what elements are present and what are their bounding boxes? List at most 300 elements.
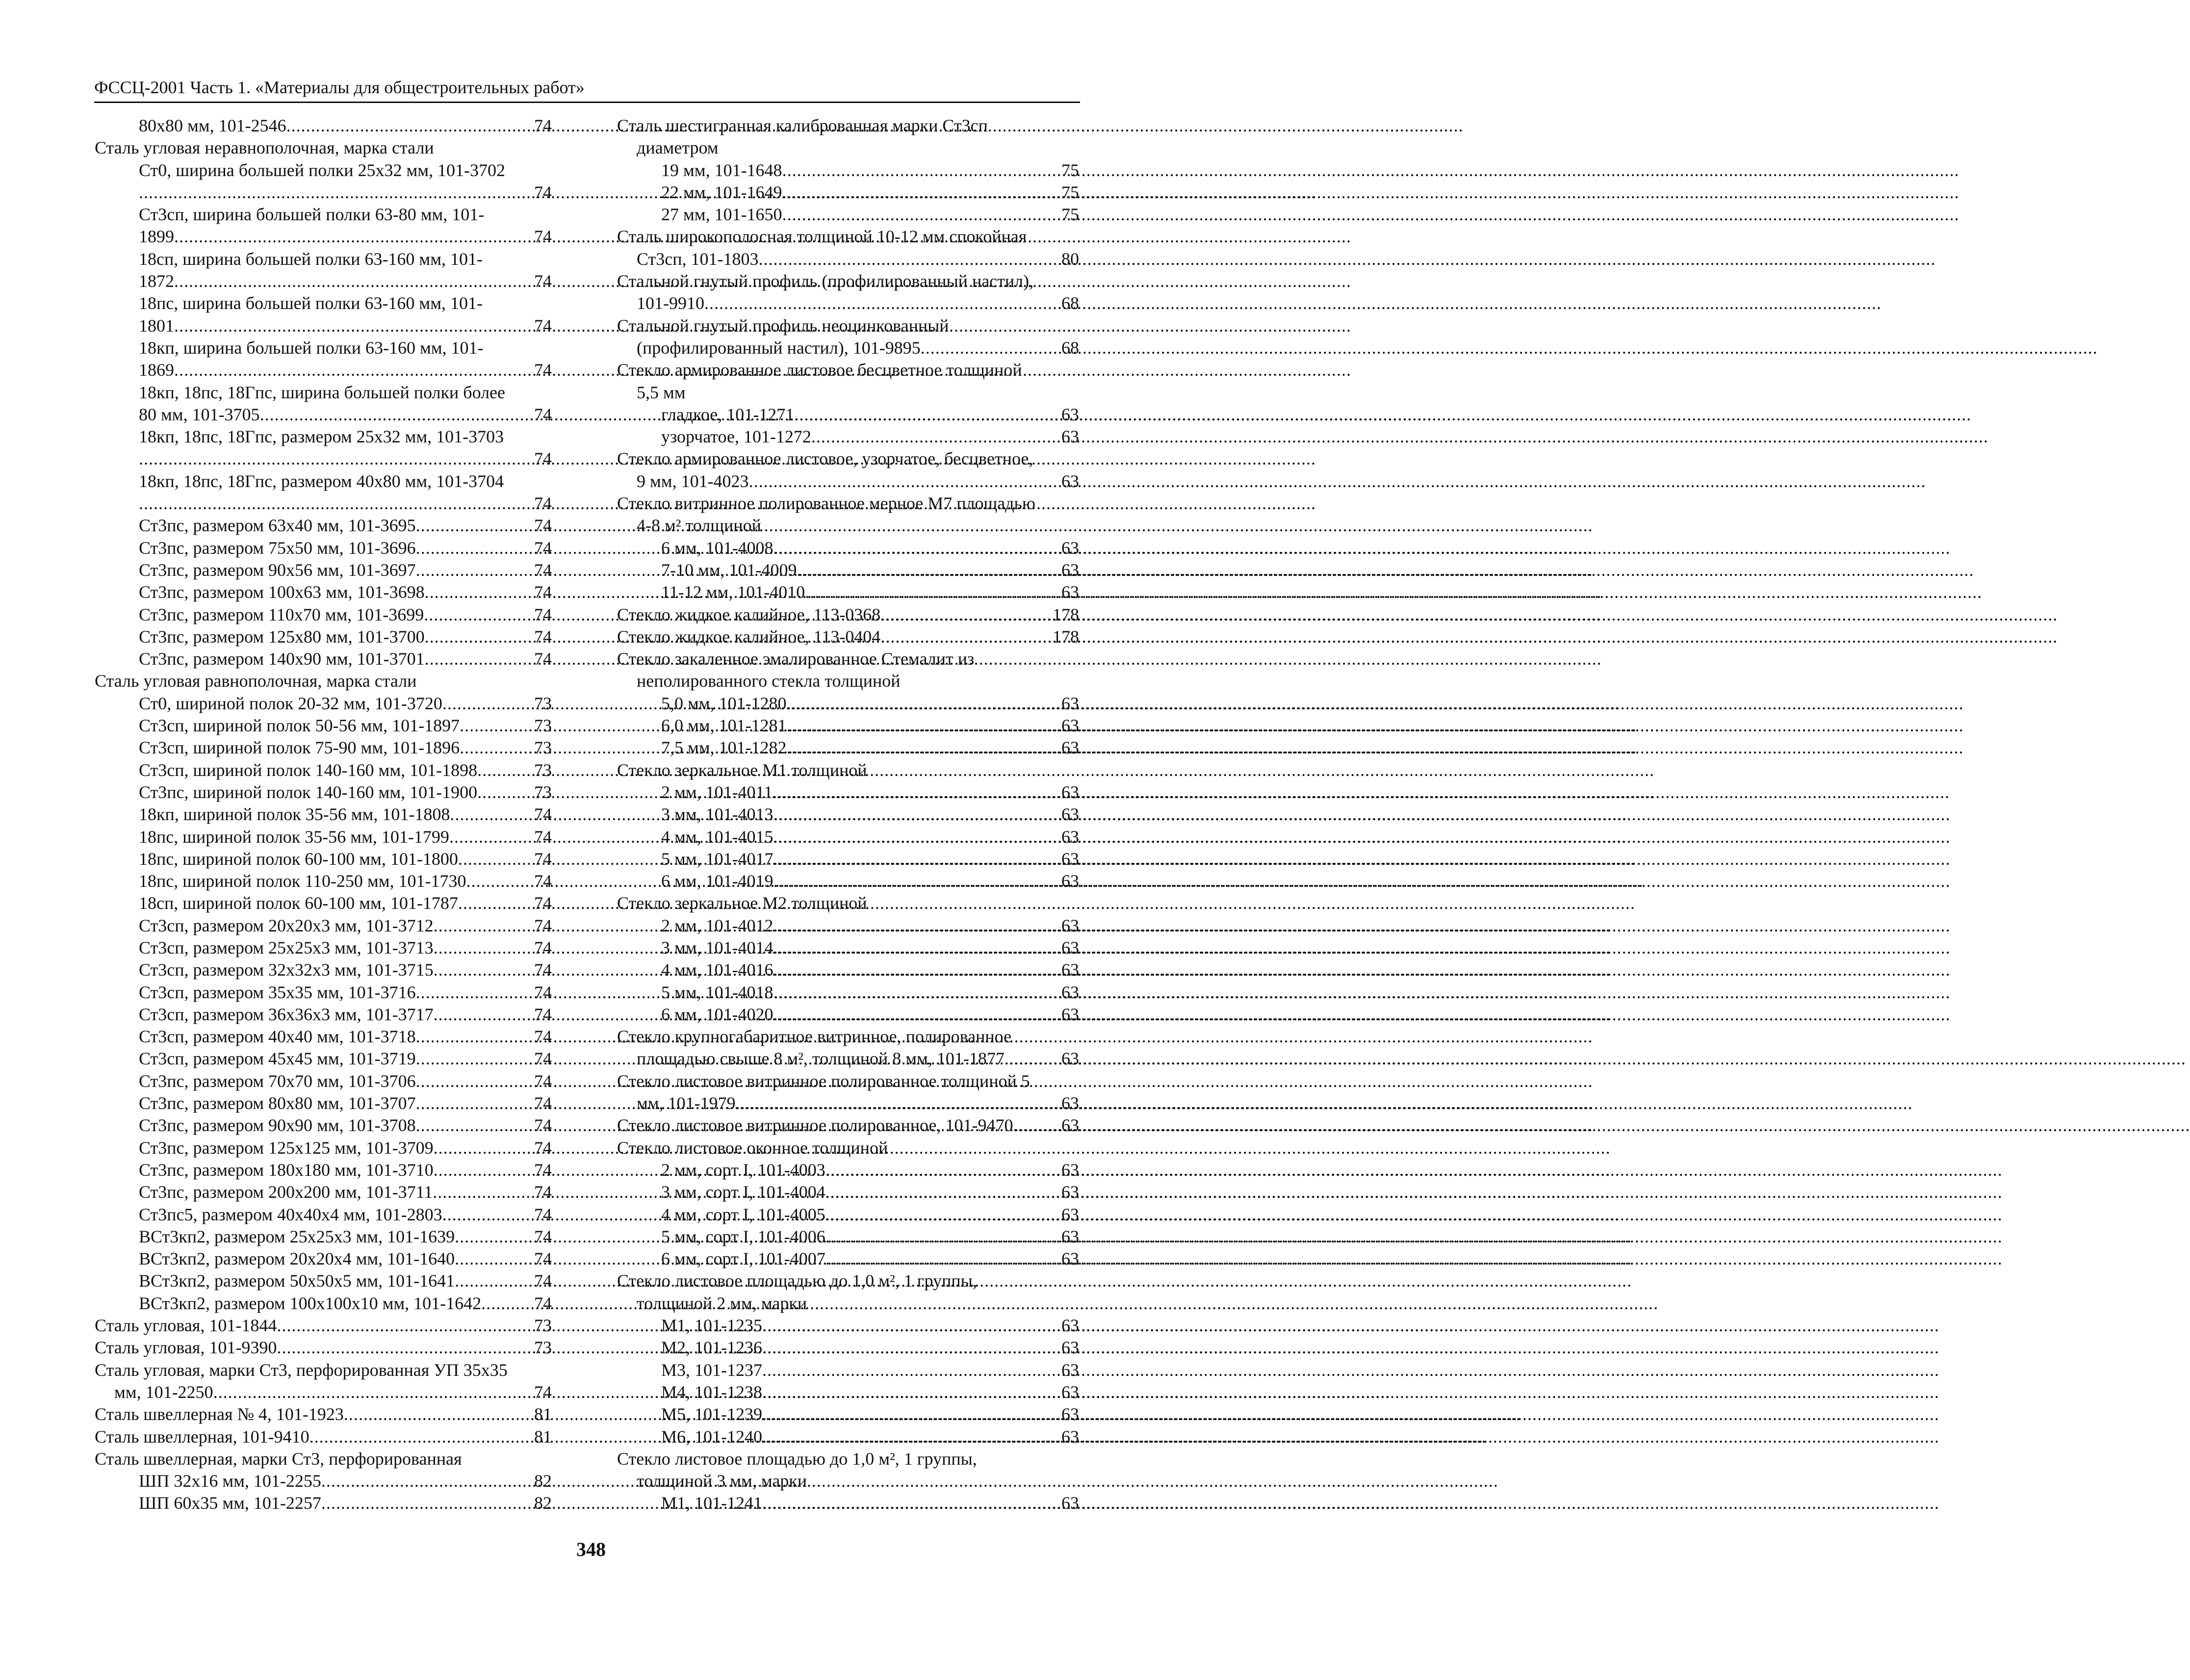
index-entry-page: 63 [1061, 1404, 1079, 1424]
index-entry [95, 715, 552, 737]
leader-dots [260, 404, 534, 426]
index-entry-page: 63 [1061, 782, 1079, 802]
index-entry-page: 63 [1061, 738, 1079, 758]
leader-dots [425, 626, 534, 648]
index-entry-page: 75 [1061, 182, 1079, 202]
index-entry [617, 515, 1079, 537]
leader-dots [794, 404, 1061, 426]
index-entry-page: 74 [534, 1382, 552, 1402]
index-entry [617, 1403, 1079, 1425]
page-number: 348 [576, 1538, 606, 1560]
leader-dots [773, 826, 1061, 848]
index-entry-page: 63 [1061, 693, 1079, 713]
index-entry-text: 4 мм, сорт I, 101-4005 [661, 1204, 825, 1224]
index-entry [617, 1137, 1079, 1159]
leader-dots [434, 1137, 534, 1159]
index-entry [617, 448, 1079, 470]
index-entry [617, 803, 1079, 826]
leader-dots [825, 1181, 1061, 1203]
index-entry [95, 781, 552, 803]
index-entry-page: 73 [534, 716, 552, 736]
index-entry-page: 74 [534, 449, 552, 469]
index-entry-text: М5, 101-1239 [661, 1404, 762, 1424]
index-entry-page: 63 [1061, 582, 1079, 602]
index-entry-page: 74 [534, 516, 552, 536]
index-entry-text: Стекло листовое оконное толщиной [617, 1137, 888, 1158]
index-entry [617, 781, 1079, 803]
index-entry [95, 1492, 552, 1514]
index-entry-text: Ст3пс5, размером 40x40x4 мм, 101-2803 [139, 1204, 442, 1224]
index-entry-text: 3 мм, 101-4013 [661, 804, 773, 825]
index-entry-text: 18пс, шириной полок 60-100 мм, 101-1800 [139, 849, 458, 869]
leader-dots [425, 581, 534, 603]
leader-dots [277, 1337, 534, 1359]
index-entry [95, 759, 552, 781]
index-entry-text: Ст3сп, шириной полок 140-160 мм, 101-1898 [139, 760, 478, 780]
index-entry-text: 22 мм, 101-1649 [661, 182, 782, 202]
index-entry [95, 803, 552, 826]
index-entry [95, 1114, 552, 1137]
index-entry-text: 4 мм, 101-4016 [661, 960, 773, 980]
leader-dots [466, 870, 534, 892]
leader-dots [773, 781, 1061, 803]
index-entry [95, 604, 552, 626]
leader-dots [460, 715, 534, 737]
index-entry-text: 101-9910 [637, 293, 704, 313]
leader-dots [825, 1226, 1061, 1248]
leader-dots [787, 715, 1061, 737]
index-entry-text: М3, 101-1237 [661, 1360, 762, 1380]
index-entry-page: 63 [1061, 1004, 1079, 1024]
index-entry [95, 626, 552, 648]
index-entry-text: Стальной гнутый профиль (профилированный настил), [617, 271, 1034, 291]
index-entry-page: 63 [1061, 1493, 1079, 1513]
index-entry-page: 74 [534, 493, 552, 514]
index-entry-text: 5,0 мм, 101-1280 [661, 693, 787, 713]
leader-dots [773, 937, 1061, 959]
index-entry-text: 5 мм, 101-4018 [661, 982, 773, 1002]
index-entry-page: 74 [534, 982, 552, 1002]
index-entry-text: Ст3сп, ширина большей полки 63-80 мм, 101- [139, 205, 485, 225]
index-entry-page: 74 [534, 960, 552, 980]
leader-dots [880, 604, 1053, 626]
index-entry [95, 1070, 552, 1092]
index-entry-text: Сталь угловая, марки Ст3, перфорированная УП 35x35 [95, 1360, 508, 1380]
index-entry-text: 1899 [139, 227, 174, 247]
index-entry [617, 1204, 1079, 1226]
leader-dots [458, 848, 534, 870]
index-entry-page: 74 [534, 360, 552, 380]
index-entry-page: 73 [534, 760, 552, 780]
index-entry-page: 74 [534, 404, 552, 424]
index-entry-page: 74 [534, 915, 552, 935]
index-entry-text: Стекло армированное листовое бесцветное толщиной [617, 360, 1022, 380]
index-entry-text: 6 мм, 101-4019 [661, 871, 773, 891]
index-entry-page: 63 [1061, 1426, 1079, 1447]
index-entry-page: 63 [1061, 404, 1079, 424]
index-entry-text: Сталь широкополосная толщиной 10-12 мм спокойная [617, 227, 1027, 247]
leader-dots [762, 1381, 1061, 1403]
index-entry-page: 63 [1061, 871, 1079, 891]
index-entry [617, 1004, 1079, 1026]
index-entry [95, 1426, 552, 1448]
index-entry [617, 382, 1079, 404]
index-entry [617, 137, 1079, 159]
leader-dots [782, 204, 1061, 226]
leader-dots [811, 426, 1061, 448]
index-entry-page: 74 [534, 271, 552, 291]
index-entry [617, 248, 1079, 270]
index-entry-page: 74 [534, 315, 552, 336]
leader-dots [442, 693, 534, 715]
leader-dots [782, 181, 1061, 204]
leader-dots [139, 448, 534, 470]
index-entry-text: 18кп, 18пс, 18Гпс, ширина большей полки более [139, 382, 506, 402]
leader-dots [455, 1270, 534, 1292]
leader-dots [477, 781, 534, 803]
index-entry-text: 18кп, 18пс, 18Гпс, размером 40x80 мм, 101-3704 [139, 471, 504, 491]
index-entry-text: толщиной 3 мм, марки [637, 1471, 807, 1491]
index-entry [617, 315, 1079, 337]
index-entry-text: М6, 101-1240 [661, 1426, 762, 1447]
index-entry-text: Стекло закаленное эмалированное Стемалит из [617, 649, 975, 669]
index-entry [95, 270, 552, 292]
index-entry-page: 81 [534, 1426, 552, 1447]
index-entry-text: Стекло листовое витринное полированное толщиной 5 [617, 1071, 1030, 1091]
leader-dots [704, 292, 1061, 314]
index-entry-text: Ст3пс, размером 75x50 мм, 101-3696 [139, 538, 416, 558]
index-entry [617, 1315, 1079, 1337]
index-entry-text: 18кп, ширина большей полки 63-160 мм, 101- [139, 337, 484, 358]
index-entry [95, 137, 552, 159]
index-entry-page: 73 [534, 738, 552, 758]
index-entry-text: Стекло зеркальное М2 толщиной [617, 893, 867, 913]
index-entry-page: 63 [1061, 1182, 1079, 1202]
index-entry-text: Ст3сп, размером 40x40 мм, 101-3718 [139, 1027, 416, 1047]
index-entry-page: 74 [534, 604, 552, 624]
index-entry-text: Ст3пс, размером 63x40 мм, 101-3695 [139, 516, 416, 536]
index-entry-text: 9 мм, 101-4023 [637, 471, 749, 491]
leader-dots [174, 226, 534, 248]
index-entry [95, 470, 552, 492]
index-entry-page: 74 [534, 1293, 552, 1313]
index-entry-page: 63 [1061, 1204, 1079, 1224]
index-entry [617, 359, 1079, 381]
index-entry [95, 1381, 552, 1403]
leader-dots [139, 492, 534, 515]
index-entry-text: Сталь швеллерная № 4, 101-1923 [95, 1404, 344, 1424]
index-entry [95, 181, 552, 204]
index-entry [617, 715, 1079, 737]
index-entry [617, 1159, 1079, 1181]
index-entry-text: 2 мм, сорт I, 101-4003 [661, 1160, 825, 1180]
index-entry-text: ШП 60x35 мм, 101-2257 [139, 1493, 321, 1513]
index-entry [617, 115, 1079, 137]
index-entry-text: гладкое, 101-1271 [661, 404, 795, 424]
index-entry-text: Ст3пс, размером 80x80 мм, 101-3707 [139, 1093, 416, 1113]
index-entry-text: 11-12 мм, 101-4010 [661, 582, 805, 602]
index-entry-page: 63 [1061, 1049, 1079, 1069]
leader-dots [762, 1403, 1061, 1425]
index-entry [617, 1359, 1079, 1381]
leader-dots [481, 1292, 534, 1315]
leader-dots [277, 1315, 534, 1337]
index-entry-text: Сталь шестигранная калиброванная марки Ст3сп [617, 116, 988, 135]
index-entry-text: Ст3пс, шириной полок 140-160 мм, 101-1900 [139, 782, 478, 802]
index-entry [95, 1315, 552, 1337]
index-entry-page: 63 [1061, 827, 1079, 847]
index-entry-text: Ст3сп, размером 36x36x3 мм, 101-3717 [139, 1004, 434, 1024]
index-entry [617, 848, 1079, 870]
index-entry [95, 1226, 552, 1248]
index-entry-text: 7-10 мм, 101-4009 [661, 560, 797, 580]
index-entry-page: 63 [1061, 716, 1079, 736]
index-entry-page: 63 [1061, 427, 1079, 447]
index-entry-text: Ст3сп, 101-1803 [637, 249, 759, 269]
index-entry-text: (профилированный настил), 101-9895 [637, 337, 921, 358]
index-entry [95, 248, 552, 270]
index-entry-page: 68 [1061, 337, 1079, 358]
leader-dots [449, 826, 534, 848]
index-entry [95, 204, 552, 226]
index-entry-text: 80 мм, 101-3705 [139, 404, 260, 424]
index-entry-page: 68 [1061, 293, 1079, 313]
index-entry-text: Сталь швеллерная, марки Ст3, перфорированная [95, 1448, 462, 1469]
index-entry-text: 5 мм, 101-4017 [661, 849, 773, 869]
index-entry-text: ВСт3кп2, размером 25x25x3 мм, 101-1639 [139, 1226, 455, 1246]
index-entry-page: 63 [1061, 471, 1079, 491]
leader-dots [825, 1248, 1061, 1270]
index-entry-text: диаметром [637, 138, 719, 158]
index-entry [617, 426, 1079, 448]
index-entry [617, 470, 1079, 492]
index-entry [617, 915, 1079, 937]
index-entry [617, 559, 1079, 581]
index-entry [95, 1470, 552, 1492]
index-entry-text: М2, 101-1236 [661, 1338, 762, 1358]
index-entry-text: Стекло крупногабаритное витринное, полированное [617, 1027, 1012, 1047]
index-entry-page: 75 [1061, 160, 1079, 180]
index-entry [617, 826, 1079, 848]
leader-dots [450, 803, 534, 826]
index-entry [617, 1470, 1079, 1492]
index-entry-text: 7,5 мм, 101-1282 [661, 738, 787, 758]
leader-dots [773, 537, 1061, 559]
index-entry [95, 292, 552, 314]
index-entry-text: Стекло листовое витринное полированное, 101-9470 [617, 1115, 1013, 1136]
index-entry-page: 75 [1061, 205, 1079, 225]
index-entry [617, 870, 1079, 892]
index-entry-page: 73 [534, 693, 552, 713]
index-entry-text: Ст3пс, размером 90x56 мм, 101-3697 [139, 560, 416, 580]
index-entry [95, 226, 552, 248]
index-entry [95, 559, 552, 581]
index-entry [95, 581, 552, 603]
index-entry [95, 1292, 552, 1315]
index-entry-text: Ст3сп, размером 45x45 мм, 101-3719 [139, 1049, 416, 1069]
index-entry [617, 892, 1079, 914]
index-entry [95, 515, 552, 537]
leader-dots [762, 1359, 1061, 1381]
index-entry-text: толщиной 2 мм, марки [637, 1293, 807, 1313]
leader-dots [880, 626, 1053, 648]
index-entry [617, 1381, 1079, 1403]
index-entry-text: Стекло жидкое калийное, 113-0404 [617, 626, 881, 646]
index-entry-page: 74 [534, 1204, 552, 1224]
leader-dots [416, 515, 534, 537]
index-entry-text: Ст3сп, размером 25x25x3 мм, 101-3713 [139, 937, 434, 957]
index-entry-text: Ст3пс, размером 125x125 мм, 101-3709 [139, 1137, 434, 1158]
leader-dots [416, 1092, 534, 1114]
index-entry-page: 74 [534, 116, 552, 135]
index-entry-text: 5,5 мм [637, 382, 686, 402]
index-entry-page: 74 [534, 1249, 552, 1269]
leader-dots [286, 115, 534, 137]
leader-dots [759, 248, 1061, 270]
index-entry [617, 1248, 1079, 1270]
index-entry-page: 63 [1061, 937, 1079, 957]
index-entry-text: Стекло зеркальное М1 толщиной [617, 760, 867, 780]
index-entry-text: 18пс, шириной полок 35-56 мм, 101-1799 [139, 827, 449, 847]
index-entry [95, 315, 552, 337]
index-entry-text: 2 мм, 101-4012 [661, 915, 773, 935]
index-entry [617, 1448, 1079, 1470]
leader-dots [787, 737, 1061, 759]
index-entry-page: 63 [1061, 1226, 1079, 1246]
leader-dots [321, 1470, 534, 1492]
index-entry [95, 1337, 552, 1359]
index-entry-text: 4 мм, 101-4015 [661, 827, 773, 847]
leader-dots [773, 1004, 1061, 1026]
leader-dots [416, 1026, 534, 1048]
index-entry-text: 18сп, шириной полок 60-100 мм, 101-1787 [139, 893, 458, 913]
index-entry [95, 1137, 552, 1159]
leader-dots [416, 537, 534, 559]
index-entry [95, 1092, 552, 1114]
index-entry [617, 270, 1079, 292]
index-entry-text: Ст3пс, размером 100x63 мм, 101-3698 [139, 582, 425, 602]
index-entry-text: Сталь угловая неравнополочная, марка стали [95, 138, 434, 158]
index-entry-text: Ст3сп, шириной полок 75-90 мм, 101-1896 [139, 738, 460, 758]
index-entry [617, 693, 1079, 715]
leader-dots [425, 648, 534, 670]
index-entry-text: Ст3пс, размером 125x80 мм, 101-3700 [139, 626, 425, 646]
index-entry-page: 63 [1061, 1338, 1079, 1358]
index-entry-text: мм, 101-1979 [637, 1093, 736, 1113]
index-entry-page: 63 [1061, 804, 1079, 825]
index-entry-page: 74 [534, 849, 552, 869]
leader-dots [433, 1181, 534, 1203]
index-entry-page: 63 [1061, 1160, 1079, 1180]
leader-dots [321, 1492, 534, 1514]
leader-dots [762, 1337, 1061, 1359]
index-entry-page: 74 [534, 871, 552, 891]
index-entry-page: 63 [1061, 1115, 1079, 1136]
index-entry-page: 82 [534, 1471, 552, 1491]
index-entry [95, 693, 552, 715]
index-entry-text: Стекло листовое площадью до 1,0 м², 1 группы, [617, 1448, 977, 1469]
index-entry-text: Ст3сп, размером 35x35 мм, 101-3716 [139, 982, 416, 1002]
index-entry-text: ВСт3кп2, размером 50x50x5 мм, 101-1641 [139, 1271, 455, 1291]
index-entry [95, 404, 552, 426]
index-entry-text: 6 мм, 101-4008 [661, 538, 773, 558]
index-entry-text: 18сп, ширина большей полки 63-160 мм, 101- [139, 249, 483, 269]
index-entry [95, 337, 552, 359]
index-entry-text: 18кп, 18пс, 18Гпс, размером 25x32 мм, 101-3703 [139, 427, 504, 447]
index-entry-text: ШП 32x16 мм, 101-2255 [139, 1471, 321, 1491]
index-entry [617, 1292, 1079, 1315]
leader-dots [805, 581, 1061, 603]
index-entry-page: 73 [534, 1338, 552, 1358]
leader-dots [787, 693, 1061, 715]
index-entry-text: Ст3сп, размером 20x20x3 мм, 101-3712 [139, 915, 434, 935]
index-entry [95, 982, 552, 1004]
leader-dots [773, 959, 1061, 981]
leader-dots [773, 848, 1061, 870]
index-entry-page: 74 [534, 1049, 552, 1069]
index-entry-text: 18кп, шириной полок 35-56 мм, 101-1808 [139, 804, 450, 825]
index-entry-page: 63 [1061, 538, 1079, 558]
index-entry-text: Сталь угловая, 101-9390 [95, 1338, 277, 1358]
index-entry-text: Ст0, ширина большей полки 25x32 мм, 101-3702 [139, 160, 506, 180]
index-entry-page: 80 [1061, 249, 1079, 269]
index-entry-page: 63 [1061, 982, 1079, 1002]
index-entry [95, 115, 552, 137]
leader-dots [460, 737, 534, 759]
index-entry [617, 492, 1079, 515]
index-entry [95, 870, 552, 892]
index-entry [617, 1226, 1079, 1248]
index-entry-text: Сталь угловая, 101-1844 [95, 1316, 277, 1336]
index-column-right [617, 115, 1079, 1515]
index-entry-page: 74 [534, 649, 552, 669]
index-entry-text: 3 мм, сорт I, 101-4004 [661, 1182, 825, 1202]
leader-dots [773, 870, 1061, 892]
index-entry-text: Ст3сп, размером 32x32x3 мм, 101-3715 [139, 960, 434, 980]
index-entry [617, 1070, 1079, 1092]
index-entry-page: 74 [534, 1027, 552, 1047]
leader-dots [434, 937, 534, 959]
index-entry [617, 648, 1079, 670]
index-entry [617, 1092, 1079, 1114]
index-entry-page: 74 [534, 182, 552, 202]
index-entry-page: 74 [534, 626, 552, 646]
index-entry [95, 915, 552, 937]
index-entry [617, 937, 1079, 959]
index-entry [617, 737, 1079, 759]
index-entry [617, 337, 1079, 359]
index-entry-page: 82 [534, 1493, 552, 1513]
leader-dots [749, 470, 1061, 492]
index-entry-text: 4-8 м² толщиной [637, 516, 761, 536]
index-entry-page: 178 [1053, 626, 1079, 646]
index-entry-page: 74 [534, 937, 552, 957]
index-entry-text: Ст3пс, размером 70x70 мм, 101-3706 [139, 1071, 416, 1091]
leader-dots [455, 1226, 534, 1248]
index-entry-page: 74 [534, 227, 552, 247]
index-entry-text: 18пс, шириной полок 110-250 мм, 101-1730 [139, 871, 466, 891]
index-entry-page: 63 [1061, 915, 1079, 935]
index-entry [617, 404, 1079, 426]
index-entry [95, 1248, 552, 1270]
index-entry [617, 1048, 1079, 1070]
index-entry-page: 74 [534, 1226, 552, 1246]
index-entry [95, 1448, 552, 1470]
index-entry-page: 74 [534, 1271, 552, 1291]
leader-dots [139, 181, 534, 204]
index-entry-page: 73 [534, 1316, 552, 1336]
index-entry-text: Ст3сп, шириной полок 50-56 мм, 101-1897 [139, 716, 460, 736]
